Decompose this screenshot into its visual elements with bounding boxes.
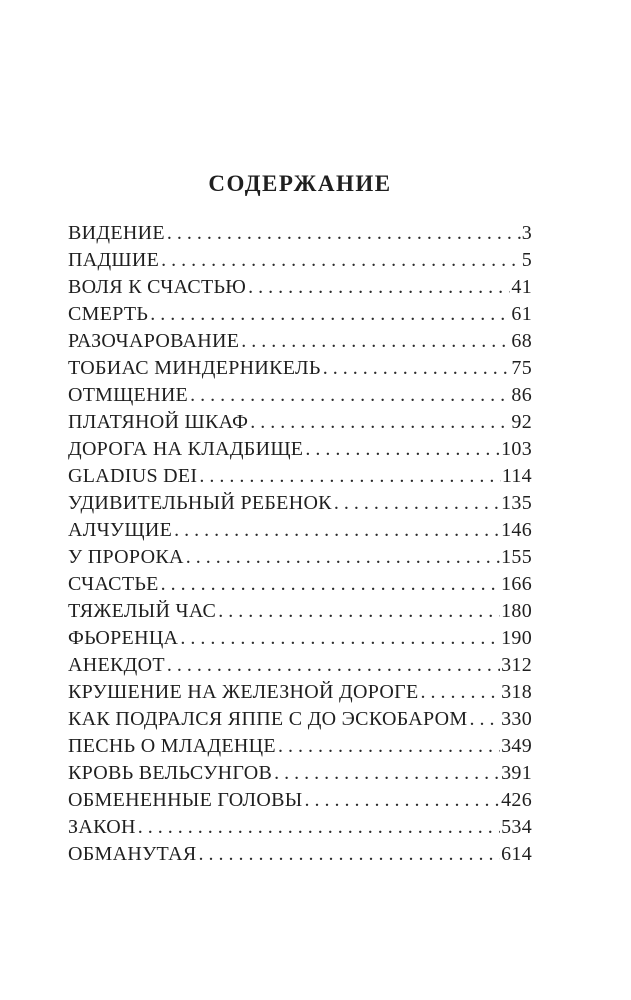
toc-entry-title: ПЛАТЯНОЙ ШКАФ: [68, 411, 249, 433]
toc-leader-dots: [190, 382, 510, 409]
toc-entry-page: 426: [501, 789, 532, 811]
toc-leader-dots: [421, 679, 501, 706]
toc-entry: [68, 274, 532, 301]
toc-entry-page: 534: [501, 816, 532, 838]
toc-leader-dots: [250, 409, 510, 436]
toc-entry: [68, 733, 532, 760]
toc-entry-page: 61: [511, 303, 532, 325]
toc-entry: [68, 436, 532, 463]
toc-leader-dots: [167, 652, 500, 679]
toc-entry-title: GLADIUS DEI: [68, 465, 198, 487]
toc-entry: [68, 382, 532, 409]
toc-entry-title: СМЕРТЬ: [68, 303, 149, 325]
toc-entry-title: ВИДЕНИЕ: [68, 222, 165, 244]
toc-leader-dots: [248, 274, 510, 301]
toc-entry-title: КРУШЕНИЕ НА ЖЕЛЕЗНОЙ ДОРОГЕ: [68, 681, 419, 703]
toc-entry-title: ОБМЕНЕННЫЕ ГОЛОВЫ: [68, 789, 303, 811]
toc-entry-page: 146: [501, 519, 532, 541]
toc-entry: [68, 328, 532, 355]
toc-entry: [68, 544, 532, 571]
toc-entry: [68, 787, 532, 814]
toc-entry-page: 155: [501, 546, 532, 568]
toc-entry-title: ОТМЩЕНИЕ: [68, 384, 189, 406]
toc-entry: [68, 409, 532, 436]
toc-entry: [68, 220, 532, 247]
toc-entry-page: 103: [501, 438, 532, 460]
toc-leader-dots: [334, 490, 500, 517]
toc-entry: [68, 760, 532, 787]
toc-entry: [68, 814, 532, 841]
toc-entry-page: 614: [501, 843, 532, 865]
toc-entry-title: ВОЛЯ К СЧАСТЬЮ: [68, 276, 247, 298]
toc-leader-dots: [174, 517, 500, 544]
toc-leader-dots: [150, 301, 510, 328]
toc-entry: [68, 679, 532, 706]
toc-entry-page: 312: [501, 654, 532, 676]
toc-entry-page: 180: [501, 600, 532, 622]
toc-entry-title: ТОБИАС МИНДЕРНИКЕЛЬ: [68, 357, 321, 379]
toc-entry-title: СЧАСТЬЕ: [68, 573, 159, 595]
toc-entry-title: ПЕСНЬ О МЛАДЕНЦЕ: [68, 735, 276, 757]
toc-entry: [68, 247, 532, 274]
toc-leader-dots: [161, 571, 500, 598]
toc-entry-page: 330: [501, 708, 532, 730]
toc-entry-title: ДОРОГА НА КЛАДБИЩЕ: [68, 438, 304, 460]
toc-entry: [68, 517, 532, 544]
toc-entry: [68, 355, 532, 382]
toc-leader-dots: [305, 436, 500, 463]
toc-leader-dots: [218, 598, 500, 625]
toc-entry-page: 190: [501, 627, 532, 649]
toc-entry: [68, 301, 532, 328]
toc-entry-page: 86: [511, 384, 532, 406]
toc-entry: [68, 841, 532, 868]
toc-entry: [68, 490, 532, 517]
toc-entry-page: 391: [501, 762, 532, 784]
toc-entry-title: РАЗОЧАРОВАНИЕ: [68, 330, 240, 352]
toc-entry: [68, 706, 532, 733]
toc-leader-dots: [161, 247, 521, 274]
toc-leader-dots: [241, 328, 510, 355]
toc-entry-page: 135: [501, 492, 532, 514]
toc-entry-title: ПАДШИЕ: [68, 249, 160, 271]
toc-leader-dots: [274, 760, 500, 787]
toc-entry-title: ФЬОРЕНЦА: [68, 627, 179, 649]
toc-entry: [68, 463, 532, 490]
toc-entry-title: ТЯЖЕЛЫЙ ЧАС: [68, 600, 217, 622]
toc-leader-dots: [167, 220, 521, 247]
toc-entry-page: 349: [501, 735, 532, 757]
toc-entry: [68, 571, 532, 598]
toc-entry-title: ОБМАНУТАЯ: [68, 843, 197, 865]
toc-leader-dots: [323, 355, 511, 382]
toc-entry-page: 92: [511, 411, 532, 433]
toc-entry-page: 41: [511, 276, 532, 298]
toc-entry-title: УДИВИТЕЛЬНЫЙ РЕБЕНОК: [68, 492, 332, 514]
book-page: [68, 0, 532, 868]
toc-leader-dots: [199, 463, 500, 490]
toc-entry-title: У ПРОРОКА: [68, 546, 184, 568]
toc-leader-dots: [305, 787, 501, 814]
toc-entry-page: 5: [521, 249, 532, 271]
toc-entry-title: КРОВЬ ВЕЛЬСУНГОВ: [68, 762, 273, 784]
toc-entry-title: АНЕКДОТ: [68, 654, 165, 676]
toc-entry-page: 3: [521, 222, 532, 244]
toc-entry-page: 318: [501, 681, 532, 703]
toc-leader-dots: [186, 544, 500, 571]
toc-entry-page: 75: [511, 357, 532, 379]
toc-entry-title: АЛЧУЩИЕ: [68, 519, 173, 541]
toc-heading: СОДЕРЖАНИЕ: [208, 171, 392, 196]
toc-leader-dots: [278, 733, 500, 760]
toc-entry-page: 68: [511, 330, 532, 352]
toc-entry: [68, 652, 532, 679]
toc-entry-title: ЗАКОН: [68, 816, 136, 838]
toc-entry: [68, 625, 532, 652]
toc-entry-page: 114: [501, 465, 532, 487]
toc-leader-dots: [138, 814, 500, 841]
toc-entry-title: КАК ПОДРАЛСЯ ЯППЕ С ДО ЭСКОБАРОМ: [68, 708, 468, 730]
toc-entry-page: 166: [501, 573, 532, 595]
toc-leader-dots: [198, 841, 500, 868]
toc-list: [68, 220, 532, 868]
toc-entry: [68, 598, 532, 625]
toc-leader-dots: [469, 706, 500, 733]
toc-leader-dots: [180, 625, 500, 652]
